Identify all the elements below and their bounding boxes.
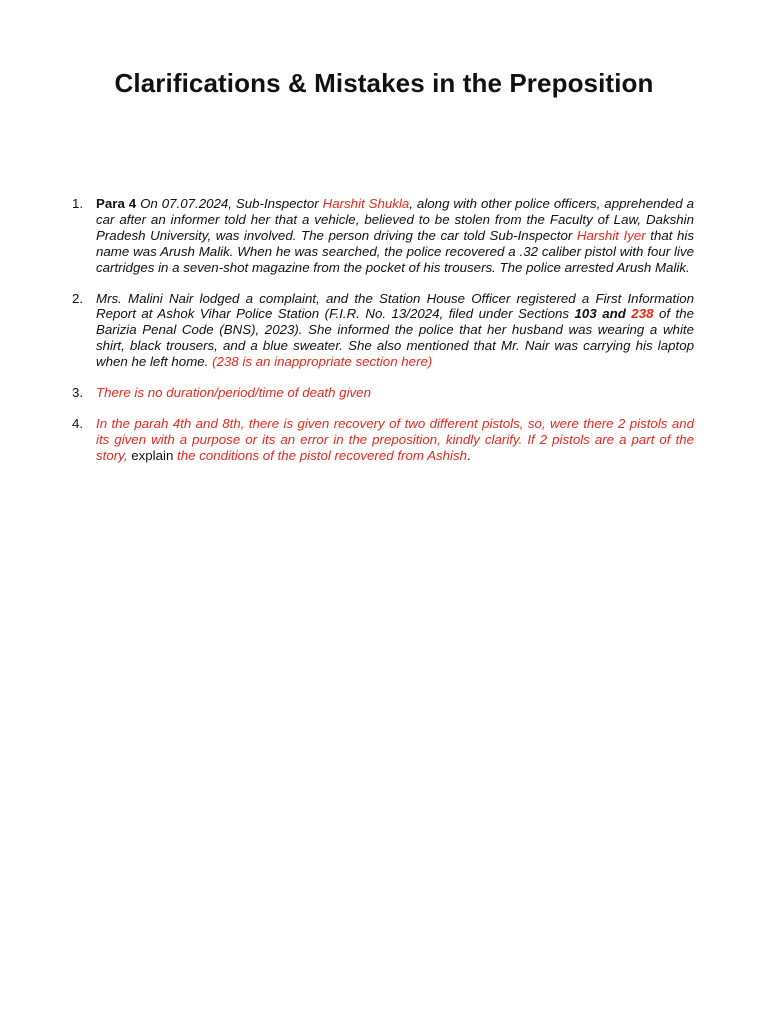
item-number: 1. [72, 196, 84, 211]
item-text: On 07.07.2024, Sub-Inspector [136, 196, 323, 211]
list-item-3 [72, 385, 694, 401]
item-number: 4. [72, 415, 84, 431]
item-text: , along with other police officers, apprehended a car after an informer told her that a vehicle, believed to be stolen from the Faculty of Law, Dakshin Pradesh University, was involved. The person driving the car told Sub-Inspector [96, 196, 694, 243]
list-item-1 [72, 196, 695, 276]
item-text: of the Barizia Penal Code (BNS), 2023). She informed the police that her husband was wearing a white shirt, black trousers, and a blue sweater. She also mentioned that Mr. Nair was carrying his laptop when he left home. [96, 306, 694, 370]
item-number: 2. [72, 290, 84, 306]
item-verb: explain [131, 447, 174, 463]
flagged-section-number: 238 [631, 306, 654, 322]
item-text: In the parah 4th and 8th, there is given recovery of two different pistols, so, were there 2 pistols and its given with a purpose or its an error in the preposition, kindly clarify. If 2 pistols are a part of the story, [96, 415, 694, 463]
item-end: . [467, 447, 471, 463]
highlighted-name: Harshit Shukla [322, 196, 410, 211]
para-label: Para 4 [96, 196, 137, 211]
list-item-2 [72, 290, 694, 371]
section-conjunction: and [602, 306, 626, 322]
item-text: that his name was Arush Malik. When he was searched, the police recovered a .32 caliber pistol with four live cartridges in a seven-shot magazine from the pocket of his trousers. The police arrested Arush Malik. [96, 227, 695, 275]
item-text: the conditions of the pistol recovered from Ashish [173, 447, 468, 463]
highlighted-name: Harshit Iyer [576, 227, 646, 243]
correction-note: (238 is an inappropriate section here) [212, 354, 433, 370]
item-text: There is no duration/period/time of death given [96, 385, 371, 401]
item-text: Mrs. Malini Nair lodged a complaint, and the Station House Officer registered a First Information Report at Ashok Vihar Police Station (F.I.R. No. 13/2024, filed under Sections [96, 290, 694, 322]
page-title: Clarifications & Mistakes in the Preposition [114, 68, 654, 98]
list-item-4 [72, 415, 694, 464]
section-number: 103 [574, 306, 597, 322]
clarification-list [72, 196, 695, 479]
item-number: 3. [72, 385, 84, 401]
